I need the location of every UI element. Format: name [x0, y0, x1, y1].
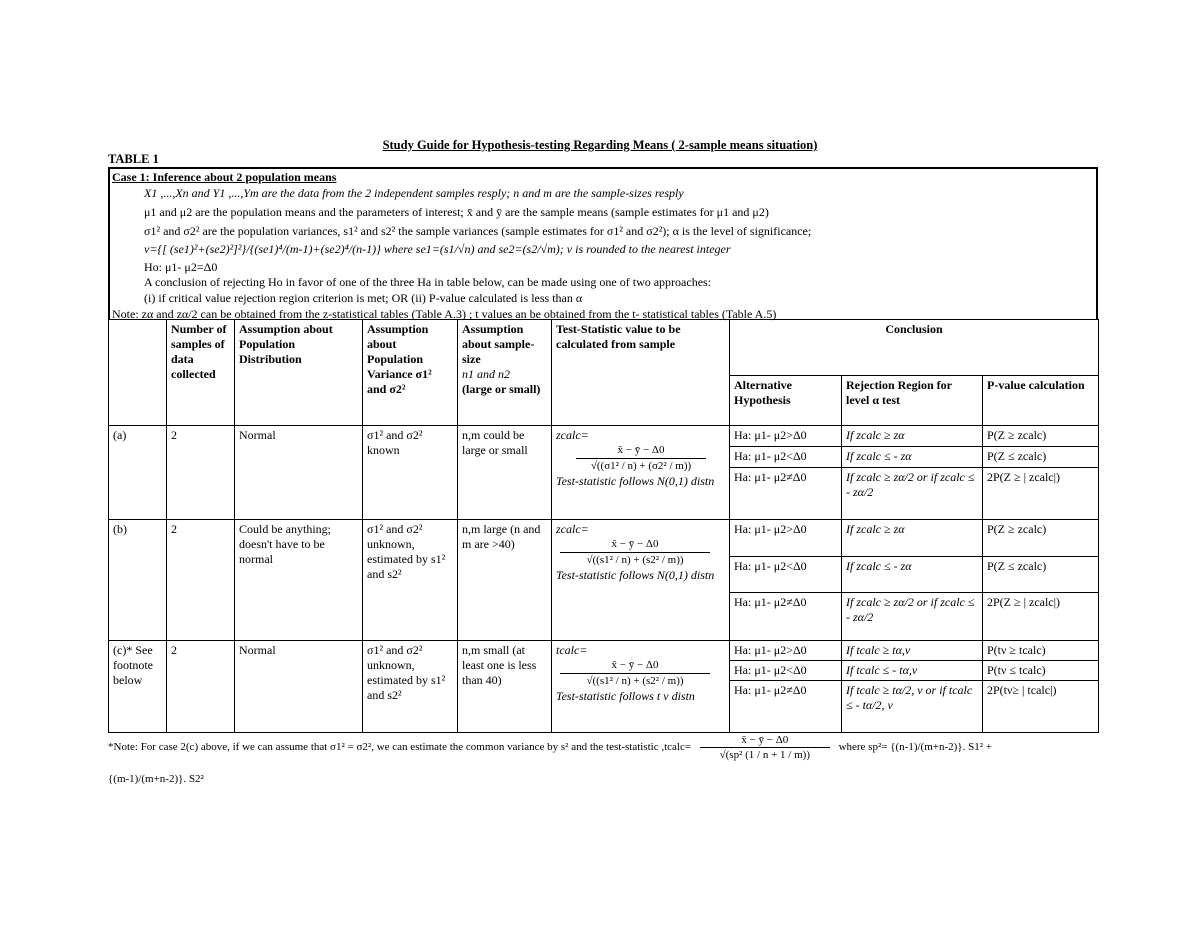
row-b-stat-numerator: x̄ − ȳ − Δ0 [560, 537, 710, 553]
header-pop-dist: Assumption about Population Distribution [235, 320, 363, 426]
footnote-continued: {(m-1)/(m+n-2)}. S2² [108, 773, 204, 785]
header-conclusion: Conclusion [730, 320, 1099, 376]
row-a-stat-note: Test-statistic follows N(0,1) distn [556, 474, 715, 488]
row-b-stat-lead: zcalc= [556, 522, 589, 536]
row-b-stat-note: Test-statistic follows N(0,1) distn [556, 568, 715, 582]
row-a-num: 2 [167, 426, 235, 520]
case-line-means: μ1 and μ2 are the population means and the parameters of interest; x̄ and ȳ are the sample means (sample estimates for μ1 and μ2) [144, 205, 769, 219]
row-c-stat-note: Test-statistic follows t ν distn [556, 689, 695, 703]
row-c-pval-2: P(tν ≤ tcalc) [983, 661, 1099, 681]
row-a-alt-1: Ha: μ1- μ2>Δ0 [730, 426, 842, 447]
row-b-num: 2 [167, 520, 235, 641]
row-c-stat-lead: tcalc= [556, 643, 588, 657]
header-pop-var: Assumption about Population Variance σ1² and σ2² [363, 320, 458, 426]
row-b-stat [552, 520, 730, 641]
row-c-pval-1: P(tν ≥ tcalc) [983, 641, 1099, 661]
row-c-alt-3: Ha: μ1- μ2≠Δ0 [730, 681, 842, 733]
row-c-stat-denominator: √((s1² / n) + (s2² / m)) [586, 675, 684, 687]
header-sample-size-n: n1 and n2 [462, 367, 510, 381]
row-a-pval-1: P(Z ≥ zcalc) [983, 426, 1099, 447]
case-line-approaches: (i) if critical value rejection region criterion is met; OR (ii) P-value calculated is less than α [144, 291, 583, 305]
row-a-stat-denominator: √((σ1² / n) + (σ2² / m)) [590, 460, 692, 472]
row-c-rej-2: If tcalc ≤ - tα,ν [842, 661, 983, 681]
header-test-stat: Test-Statistic value to be calculated from sample [552, 320, 730, 426]
page-title: Study Guide for Hypothesis-testing Regarding Means ( 2-sample means situation) [382, 138, 818, 152]
row-a-pval-2: P(Z ≤ zcalc) [983, 447, 1099, 468]
row-a-alt-3: Ha: μ1- μ2≠Δ0 [730, 468, 842, 520]
row-a-rej-2: If zcalc ≤ - zα [842, 447, 983, 468]
header-sample-size-title: Assumption about sample-size [462, 322, 535, 366]
row-b-var: σ1² and σ2² unknown, estimated by s1² and s2² [363, 520, 458, 641]
header-rejection-region: Rejection Region for level α test [842, 376, 983, 426]
row-b-label: (b) [109, 520, 167, 641]
row-a-alt-2: Ha: μ1- μ2<Δ0 [730, 447, 842, 468]
row-b-rej-2: If zcalc ≤ - zα [842, 557, 983, 593]
hypothesis-table [108, 319, 1099, 733]
row-c-var: σ1² and σ2² unknown, estimated by s1² and s2² [363, 641, 458, 733]
row-a-stat [552, 426, 730, 520]
row-c-label: (c)* See footnote below [109, 641, 167, 733]
row-b-dist: Could be anything; doesn't have to be normal [235, 520, 363, 641]
case-line-conclusion: A conclusion of rejecting Ho in favor of one of the three Ha in table below, can be made using one of two approaches: [144, 275, 712, 289]
row-c-pval-3: 2P(tν≥ | tcalc|) [983, 681, 1099, 733]
row-c-num: 2 [167, 641, 235, 733]
row-b-alt-1: Ha: μ1- μ2>Δ0 [730, 520, 842, 557]
row-b-alt-2: Ha: μ1- μ2<Δ0 [730, 557, 842, 593]
footnote-lead: *Note: For case 2(c) above, if we can assume that σ1² = σ2², we can estimate the common variance by s² and the test-statistic ,tcalc= [108, 741, 692, 754]
row-b-alt-3: Ha: μ1- μ2≠Δ0 [730, 593, 842, 641]
case-line-variances: σ1² and σ2² are the population variances, s1² and s2² the sample variances (sample estimates for σ1² and σ2²); α is the level of significance; [144, 224, 812, 238]
case-line-data: X1 ,...,Xn and Y1 ,...,Ym are the data from the 2 independent samples resply; n and m are the sample-sizes resply [144, 186, 684, 200]
row-b-size: n,m large (n and m are >40) [458, 520, 552, 641]
row-c-size: n,m small (at least one is less than 40) [458, 641, 552, 733]
row-c-alt-2: Ha: μ1- μ2<Δ0 [730, 661, 842, 681]
header-sample-size [458, 320, 552, 426]
row-a-label: (a) [109, 426, 167, 520]
table-label: TABLE 1 [108, 152, 159, 166]
footnote-numerator: x̄ − ȳ − Δ0 [700, 733, 830, 748]
row-b-pval-3: 2P(Z ≥ | zcalc|) [983, 593, 1099, 641]
row-a-var: σ1² and σ2² known [363, 426, 458, 520]
row-c-rej-1: If tcalc ≥ tα,ν [842, 641, 983, 661]
case-line-null: Ho: μ1- μ2=Δ0 [144, 260, 218, 274]
row-a-stat-lead: zcalc= [556, 428, 589, 442]
header-sample-size-note: (large or small) [462, 382, 541, 396]
header-blank [109, 320, 167, 426]
footnote-formula [700, 733, 830, 762]
case-line-nu: ν={[ (se1)²+(se2)²]²}/{(se1)⁴/(m-1)+(se2)⁴/(n-1)} where se1=(s1/√n) and se2=(s2/√m); ν is rounded to the nearest integer [144, 242, 731, 256]
footnote [108, 733, 1098, 762]
row-b-rej-1: If zcalc ≥ zα [842, 520, 983, 557]
case-block [108, 167, 1098, 319]
row-a-size: n,m could be large or small [458, 426, 552, 520]
row-c-alt-1: Ha: μ1- μ2>Δ0 [730, 641, 842, 661]
row-b-rej-3: If zcalc ≥ zα/2 or if zcalc ≤ - zα/2 [842, 593, 983, 641]
row-a-rej-1: If zcalc ≥ zα [842, 426, 983, 447]
row-a-stat-numerator: x̄ − ȳ − Δ0 [576, 443, 706, 459]
header-alt-hypothesis: Alternative Hypothesis [730, 376, 842, 426]
case-heading: Case 1: Inference about 2 population means [112, 170, 337, 184]
row-c-stat-numerator: x̄ − ȳ − Δ0 [560, 658, 710, 674]
row-b-pval-2: P(Z ≤ zcalc) [983, 557, 1099, 593]
row-a-dist: Normal [235, 426, 363, 520]
row-c-rej-3: If tcalc ≥ tα/2, ν or if tcalc ≤ - tα/2, ν [842, 681, 983, 733]
footnote-where: where sp²= {(n-1)/(m+n-2)}. S1² + [838, 741, 992, 754]
row-a-rej-3: If zcalc ≥ zα/2 or if zcalc ≤ - zα/2 [842, 468, 983, 520]
row-b-pval-1: P(Z ≥ zcalc) [983, 520, 1099, 557]
row-c-dist: Normal [235, 641, 363, 733]
row-b-stat-formula [560, 537, 710, 568]
row-b-stat-denominator: √((s1² / n) + (s2² / m)) [586, 554, 684, 566]
row-a-stat-formula [576, 443, 706, 474]
case-line-note: Note: zα and zα/2 can be obtained from the z-statistical tables (Table A.3) ; t values an be obtained from the t- statistical tables (Table A.5) [112, 307, 777, 321]
row-c-stat-formula [560, 658, 710, 689]
row-a-pval-3: 2P(Z ≥ | zcalc|) [983, 468, 1099, 520]
row-c-stat [552, 641, 730, 733]
header-num-samples: Number of samples of data collected [167, 320, 235, 426]
footnote-denominator: √(sp² (1 / n + 1 / m)) [719, 749, 810, 761]
header-p-value: P-value calculation [983, 376, 1099, 426]
